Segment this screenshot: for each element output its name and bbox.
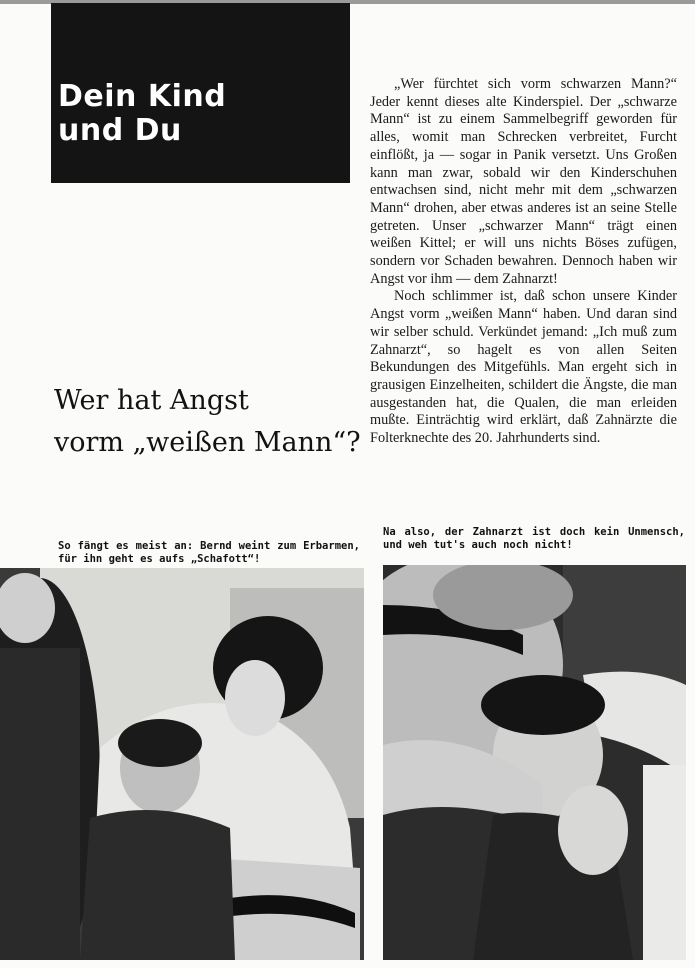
photo-caption-right: Na also, der Zahnarzt ist doch kein Unmensch, und weh tut's auch noch nicht! [383, 526, 685, 551]
section-title [58, 80, 348, 148]
headline-line2: vorm „weißen Mann“? [54, 427, 361, 458]
article-body [370, 76, 677, 448]
section-title-line2: und Du [58, 113, 182, 148]
photo-crying-child [0, 568, 364, 960]
article-headline [54, 380, 374, 464]
headline-line1: Wer hat Angst [54, 385, 249, 416]
photo-caption-left: So fängt es meist an: Bernd weint zum Erbarmen, für ihn geht es aufs „Schafott“! [58, 540, 360, 565]
photo-dentist-with-child [383, 565, 686, 960]
article-paragraph-1: „Wer fürchtet sich vorm schwarzen Mann?“ Jeder kennt dieses alte Kinderspiel. Der „schwarze Mann“ ist zu einem Sammelbegriff geworden für alles, womit man Schrecken verbreitet, Furcht einflößt, ja — sogar in Panik versetzt. Uns Großen kann man zwar, sobald wir den Kinderschuhen entwachsen sind, nicht mehr mit dem „schwarzen Mann“ drohen, aber etwas anderes ist an seine Stelle getreten. Unser „schwarzer Mann“ trägt einen weißen Kittel; er will uns nichts Böses zufügen, sondern vor Schaden bewahren. Dennoch haben wir Angst vor ihm — dem Zahnarzt! [370, 76, 677, 287]
article-paragraph-2: Noch schlimmer ist, daß schon unsere Kinder Angst vorm „weißen Mann“ haben. Und daran sind wir selber schuld. Verkündet jemand: „Ich muß zum Zahnarzt“, so hagelt es von allen Seiten Bekundungen des Mitgefühls. Man ergeht sich in grausigen Einzelheiten, schildert die Ängste, die man ausgestanden hat, die Qualen, die man erleiden mußte. Einträchtig wird erklärt, daß Zahnärzte die Folterknechte des 20. Jahrhunderts sind. [370, 288, 677, 447]
section-title-line1: Dein Kind [58, 79, 227, 114]
